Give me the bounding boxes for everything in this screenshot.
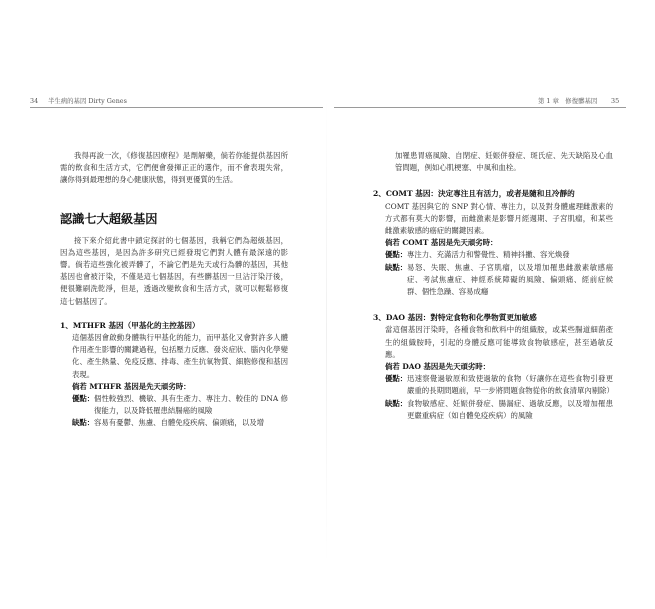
gene-1-cons-continuation <box>373 150 613 174</box>
left-page-number: 34 <box>30 97 39 105</box>
gene-3-section <box>373 312 613 422</box>
gene-1-pros-label: 優點： <box>72 394 95 404</box>
right-page-number: 35 <box>611 97 620 105</box>
gene-1-section <box>60 320 288 430</box>
gene-2-pros-text: 專注力、充滿活力和警覺性、精神抖擻、容光煥發 <box>407 250 570 260</box>
gene-1-pros <box>72 393 288 417</box>
gene-3-description: 當這個基因汙染時，各種食物和飲料中的組織胺，或某些腸道細菌產生的組織胺時，引起的身體反應可能導致食物敏感症，甚至過敏反應。 <box>385 325 613 359</box>
gene-2-cons-label: 缺點： <box>385 262 408 272</box>
section-heading: 認識七大超級基因 <box>60 211 158 226</box>
gene-3-pros <box>385 373 613 397</box>
gene-3-pros-label: 優點： <box>385 374 408 384</box>
gene-1-cons <box>72 417 288 429</box>
gene-1-dirty-heading: 倘若 MTHFR 基因是先天頑劣時： <box>72 381 191 391</box>
right-page <box>373 150 613 422</box>
gene-1-pros-text: 個性較強烈、機敏、具有生產力、專注力、較佳的 DNA 修復能力，以及降低罹患結腸癌的風險 <box>94 394 288 416</box>
gene-1-title: 1、MTHFR 基因（甲基化的主控基因） <box>60 320 200 330</box>
gene-3-cons <box>385 398 613 422</box>
gene-2-title: 2、COMT 基因：決定專注且有活力，或者是隨和且冷靜的 <box>373 189 575 199</box>
left-running-title: 半生病的基因 Dirty Genes <box>48 97 127 105</box>
gene-1-description: 這個基因會啟動身體執行甲基化的能力，而甲基化又會對許多人體作用產生影響的關鍵過程，包括壓力反應、發炎症狀、腦內化學變化、產生熱量、免疫反應、排毒、產生抗氧物質、細胞修復和基因表現。 <box>72 333 288 379</box>
right-header-rule <box>334 107 626 108</box>
gene-2-cons-text: 易怒、失眠、焦慮、子宮肌瘤，以及增加罹患雌激素敏感癌症、考試焦慮症、神經系統障礙的風險、偏頭痛、經前症候群、個性急躁、容易成癮 <box>407 262 613 297</box>
left-header-rule <box>30 107 323 108</box>
gene-3-cons-text: 食物敏感症、妊娠併發症、腸漏症、過敏反應，以及增加罹患更嚴重病症（如自體免疫疾病）的風險 <box>407 398 613 420</box>
gene-2-description: COMT 基因與它的 SNP 對心情、專注力，以及對身體處理雌激素的方式都有莫大的影響，而雌激素是影響月經週期、子宮肌瘤，和某些雌激素敏感的癌症的關鍵因素。 <box>385 201 613 236</box>
gene-2-pros <box>385 249 613 261</box>
gene-1-cons-label: 缺點： <box>72 418 95 428</box>
gene-3-pros-text: 迅速察覺過敏原和致使過敏的食物（好讓你在這些食物引發更嚴重的長期問題前，早一步將問題食物從你的飲食清單內剔除） <box>407 374 614 396</box>
left-page <box>60 150 288 430</box>
body-paragraph: 接下來介紹此書中鎖定探討的七個基因，我稱它們為超級基因，因為這些基因，是因為許多研究已經發現它們對人體有最深遠的影響。倘若這些強化被弄髒了，不論它們是先天或行為髒的基因，其他基因也會被汙染，不僅是這七個基因，有些髒基因一旦沾汙染汙後，便很難刷洗乾淨，但是，透過改變飲食和生活方式，就可以輕鬆修復這七個基因了。 <box>60 235 288 306</box>
continuation-text: 加罹患胃癌風險、自閉症、妊娠併發症、斑氏症、先天缺陷及心血管問題，例如心肌梗塞、中風和血栓。 <box>395 151 613 173</box>
gene-1-cons-text: 容易有憂鬱、焦慮、自體免疫疾病、偏頭痛，以及增 <box>94 418 264 428</box>
gene-3-title: 3、DAO 基因：對特定食物和化學物質更加敏感 <box>373 313 537 323</box>
book-spine-shadow <box>326 96 327 566</box>
gene-2-pros-label: 優點： <box>385 250 408 260</box>
gene-3-cons-label: 缺點： <box>385 398 408 408</box>
right-running-title: 第 1 章 修復髒基因 <box>538 97 598 105</box>
gene-2-cons <box>385 262 613 299</box>
intro-paragraph: 我得再說一次，《修復基因療程》是劑解藥，倘若你能提供基因所需的飲食和生活方式，它們便會發揮正正的選作，而不會表現失常，讓你得到最理想的身心健康狀態，得到更優質的生活。 <box>60 151 288 185</box>
gene-2-section <box>373 188 613 298</box>
gene-2-dirty-heading: 倘若 COMT 基因是先天頑劣時： <box>385 238 498 248</box>
gene-3-dirty-heading: 倘若 DAO 基因是先天頑劣時： <box>385 362 491 372</box>
